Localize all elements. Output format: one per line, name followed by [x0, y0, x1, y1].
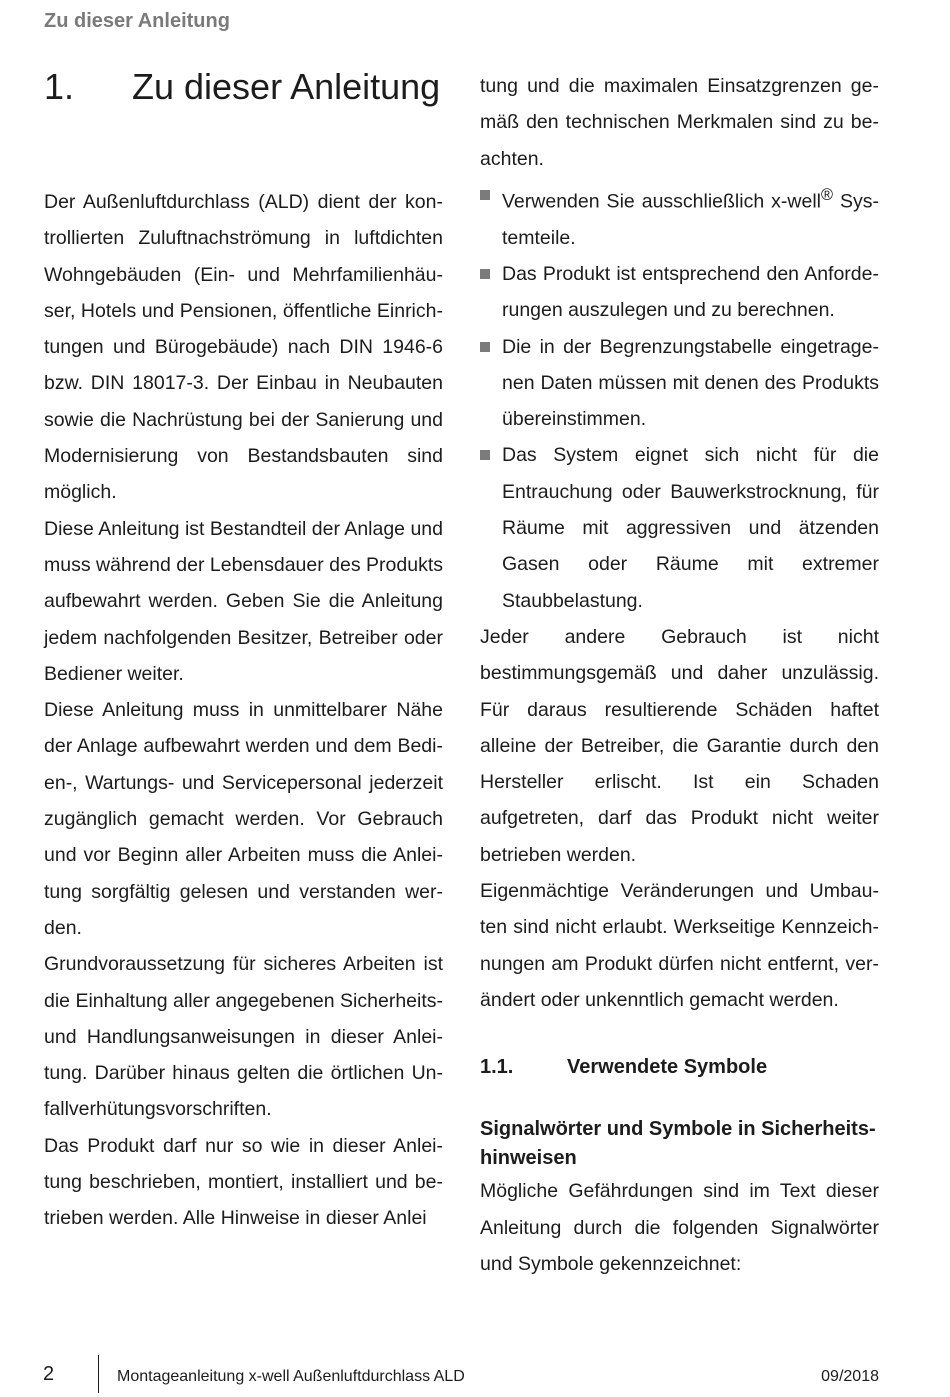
- paragraph: Diese Anleitung muss in unmittelbarer Nähe der Anlage aufbewahrt werden und dem Bedien-, Wartungs- und Servicepersonal jederzeit zugänglich gemacht werden. Vor Gebrauch und vor Beginn aller Arbeiten muss die Anleitung sorgfältig gelesen und verstanden werden.: [44, 699, 443, 939]
- section-heading: [44, 66, 440, 108]
- section-title: Zu dieser Anleitung: [132, 66, 441, 107]
- page-number: 2: [43, 1363, 55, 1385]
- document-date: 09/2018: [821, 1368, 879, 1385]
- footer-divider: [98, 1355, 99, 1393]
- paragraph: Jeder andere Gebrauch ist nicht bestimmungsgemäß und daher unzulässig. Für daraus resultierende Schäden haftet alleine der Betreiber, die Garantie durch den Hersteller erlischt. Ist ein Schaden aufgetreten, darf das Produkt nicht weiter betrieben werden.: [480, 625, 879, 866]
- bullet-list: [480, 177, 879, 619]
- section-number: 1.: [44, 66, 75, 107]
- list-item-text: Die in der Begrenzungstabelle eingetragenen Daten müssen mit denen des Produkts übereinstimmen.: [502, 335, 879, 431]
- document-title: Montageanleitung x-well Außenluftdurchlass ALD: [117, 1368, 465, 1385]
- registered-mark: ®: [821, 185, 833, 204]
- paragraph: Das Produkt darf nur so wie in dieser Anleitung beschrieben, montiert, installiert und betrieben werden. Alle Hinweise in dieser Anlei: [44, 1134, 443, 1230]
- left-column: [44, 184, 443, 1237]
- list-item-text: Das Produkt ist entsprechend den Anforderungen auszulegen und zu berechnen.: [502, 262, 879, 322]
- paragraph: Diese Anleitung ist Bestandteil der Anlage und muss während der Lebensdauer des Produkts aufbewahrt werden. Geben Sie die Anleitung jedem nachfolgenden Besitzer, Betreiber oder Bediener weiter.: [44, 517, 443, 685]
- list-item: [480, 437, 879, 618]
- right-column: [480, 68, 879, 1282]
- page-footer: [0, 1352, 950, 1394]
- square-bullet-icon: [480, 342, 490, 352]
- paragraph: Eigenmächtige Veränderungen und Umbauten sind nicht erlaubt. Werkseitige Kennzeichnungen am Produkt dürfen nicht entfernt, verändert oder unkenntlich gemacht werden.: [480, 880, 879, 1011]
- square-bullet-icon: [480, 269, 490, 279]
- subheading: Signalwörter und Symbole in Sicherheitshinweisen: [480, 1118, 876, 1170]
- list-item: [480, 177, 879, 256]
- list-item: [480, 329, 879, 438]
- paragraph: Grundvoraussetzung für sicheres Arbeiten ist die Einhaltung aller angegebenen Sicherheits- und Handlungsanweisungen in dieser Anleitung. Darüber hinaus gelten die örtlichen Unfallverhütungsvorschriften.: [44, 953, 443, 1121]
- paragraph-continued: tung und die maximalen Einsatzgrenzen gemäß den technischen Merkmalen sind zu beachten.: [480, 75, 879, 170]
- list-item-text: Das System eignet sich nicht für die Entrauchung oder Bauwerkstrocknung, für Räume mit aggressiven und ätzenden Gasen oder Räume mit extremer Staubbelastung.: [502, 444, 879, 612]
- paragraph: Mögliche Gefährdungen sind im Text dieser Anleitung durch die folgenden Signalwörter und Symbole gekennzeichnet:: [480, 1180, 879, 1275]
- list-item-text: Systemteile.: [502, 190, 879, 249]
- subsection-title: Verwendete Symbole: [567, 1056, 768, 1079]
- running-header: Zu dieser Anleitung: [44, 10, 230, 32]
- list-item: [480, 256, 879, 329]
- paragraph: Der Außenluftdurchlass (ALD) dient der kontrollierten Zuluftnachströmung in luftdichten Wohngebäuden (Ein- und Mehrfamilienhäuser, Hotels und Pensionen, öffentliche Einrichtungen und Bürogebäude) nach DIN 1946-6 bzw. DIN 18017-3. Der Einbau in Neubauten sowie die Nachrüstung bei der Sanierung und Modernisierung von Bestandsbauten sind möglich.: [44, 191, 443, 504]
- square-bullet-icon: [480, 450, 490, 460]
- subsection-heading: [480, 1049, 879, 1085]
- list-item-text: Verwenden Sie ausschließlich x-well: [502, 190, 822, 213]
- square-bullet-icon: [480, 190, 490, 200]
- subsection-number: 1.1.: [480, 1056, 514, 1079]
